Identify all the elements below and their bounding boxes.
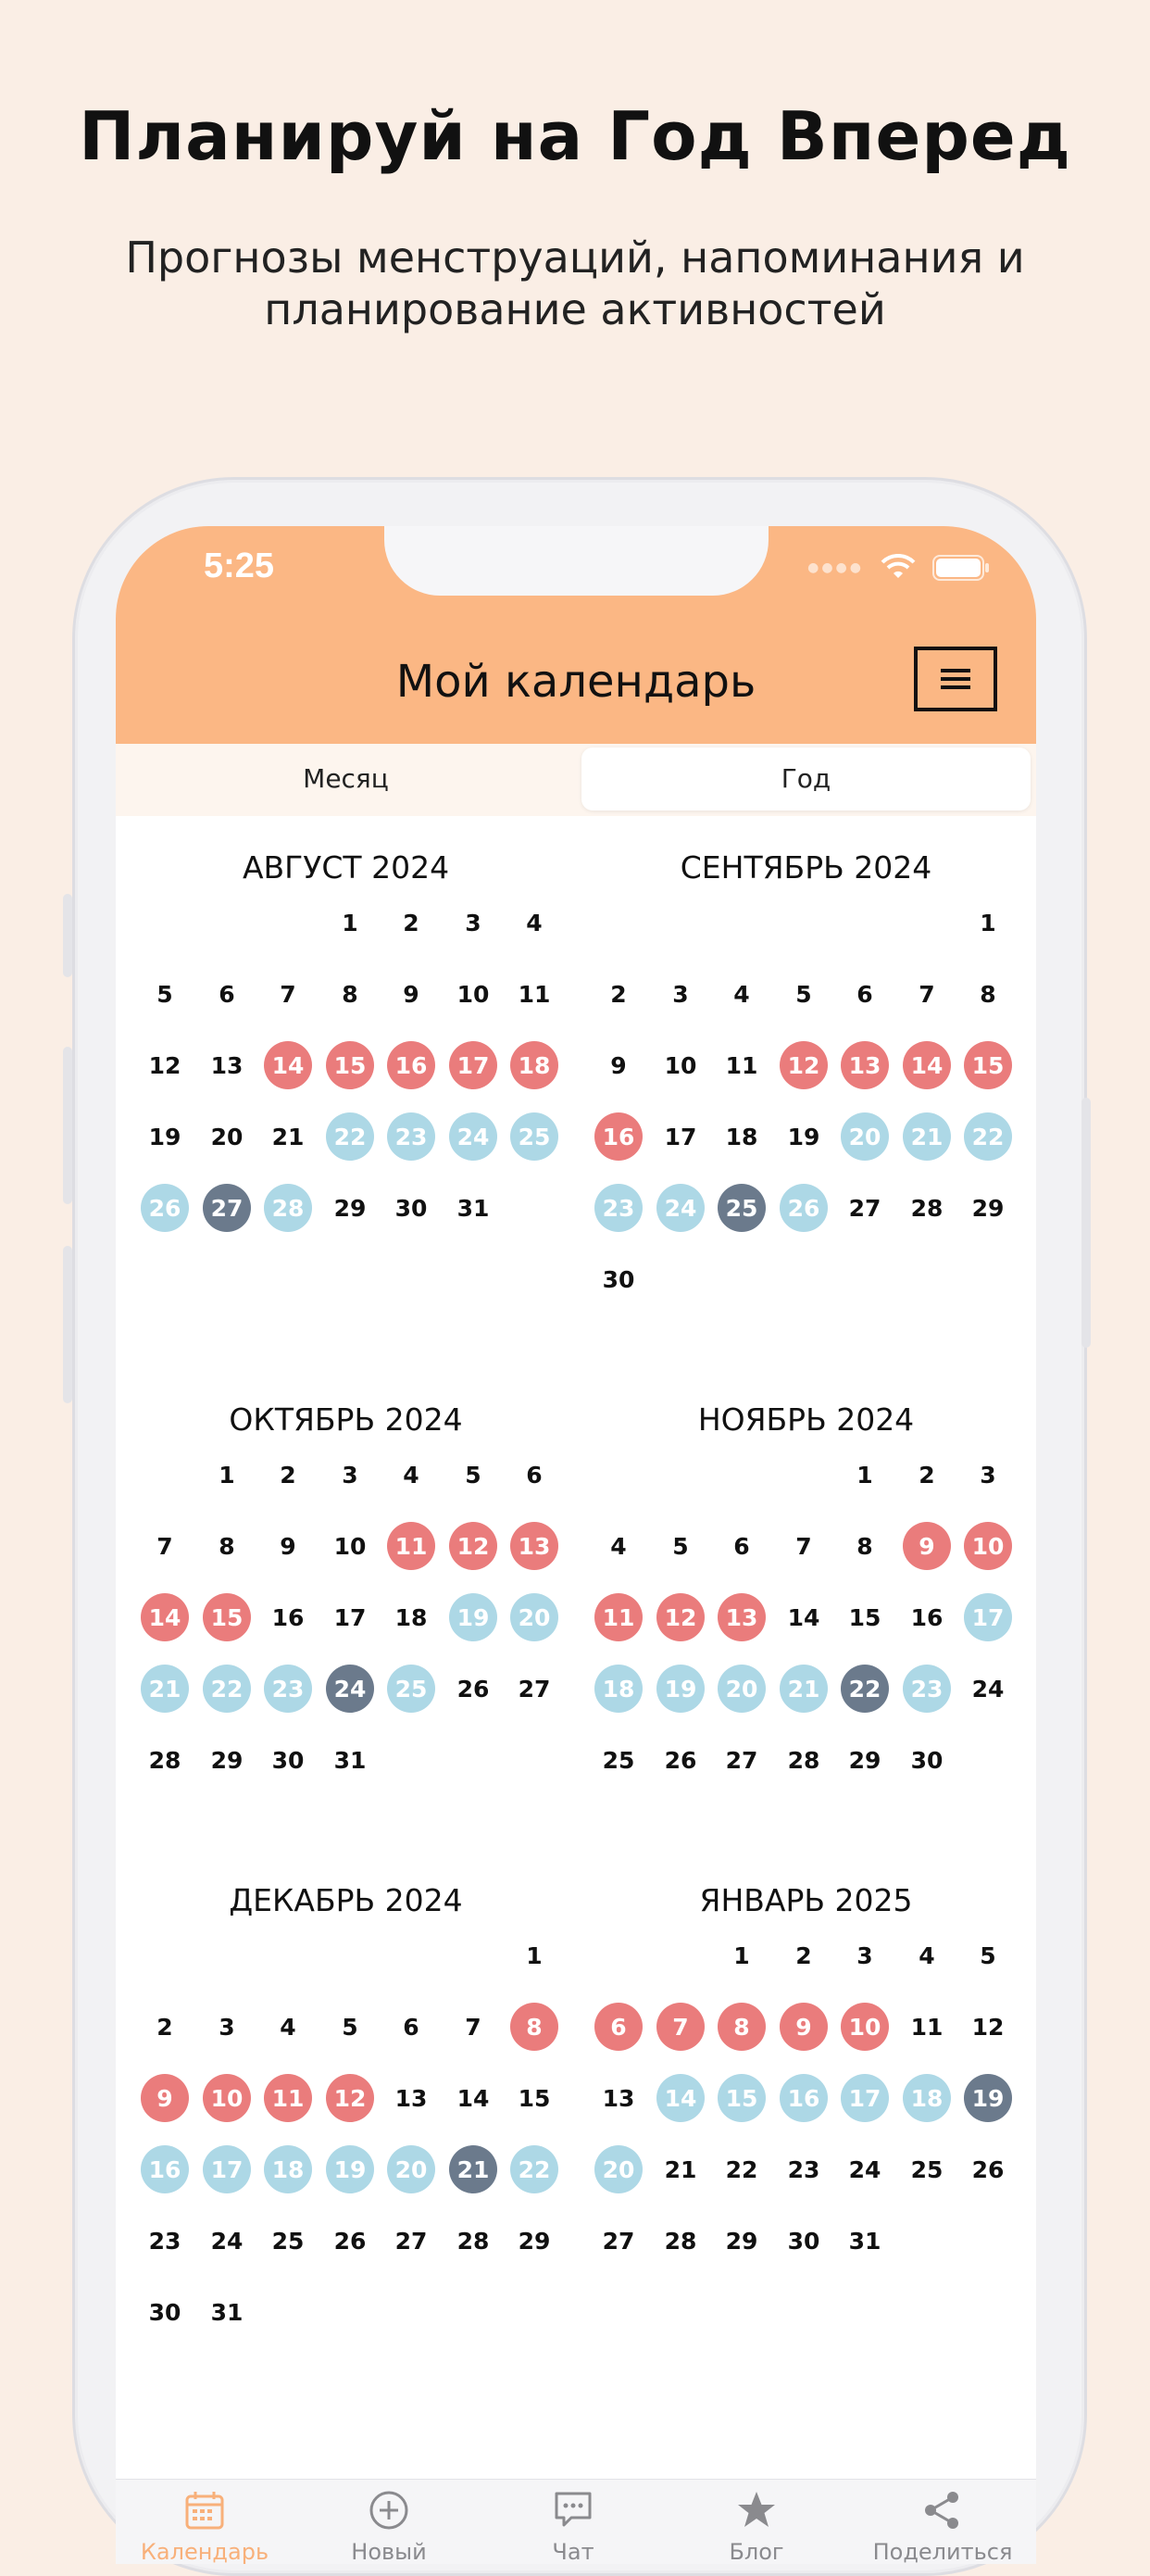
calendar-day[interactable]: 30 xyxy=(602,1265,635,1293)
tab-label: Поделиться xyxy=(872,2539,1013,2564)
tab-label: Блог xyxy=(729,2539,784,2564)
calendar-day[interactable]: 17 xyxy=(203,2145,251,2193)
calendar-day[interactable]: 9 xyxy=(610,1051,627,1079)
calendar-day[interactable]: 19 xyxy=(964,2074,1012,2122)
calendar-day[interactable]: 26 xyxy=(456,1675,490,1703)
calendar-day[interactable]: 25 xyxy=(271,2227,305,2255)
calendar-day[interactable]: 23 xyxy=(787,2155,820,2183)
calendar-day[interactable]: 25 xyxy=(910,2155,944,2183)
calendar-day[interactable]: 13 xyxy=(510,1522,558,1570)
calendar-day[interactable]: 24 xyxy=(210,2227,244,2255)
calendar-day[interactable]: 16 xyxy=(910,1603,944,1631)
calendar-day[interactable]: 24 xyxy=(656,1184,705,1232)
calendar-day[interactable]: 21 xyxy=(780,1665,828,1713)
calendar-day[interactable]: 15 xyxy=(518,2084,551,2112)
calendar-day[interactable]: 26 xyxy=(333,2227,367,2255)
calendar-day[interactable]: 21 xyxy=(141,1665,189,1713)
calendar-day[interactable]: 29 xyxy=(971,1194,1005,1222)
calendar-day[interactable]: 7 xyxy=(156,1532,173,1560)
calendar-day[interactable]: 13 xyxy=(394,2084,428,2112)
calendar-day[interactable]: 26 xyxy=(971,2155,1005,2183)
calendar-day[interactable]: 9 xyxy=(141,2074,189,2122)
calendar-day[interactable]: 18 xyxy=(264,2145,312,2193)
calendar-day[interactable]: 9 xyxy=(280,1532,296,1560)
calendar-day[interactable]: 21 xyxy=(271,1123,305,1150)
calendar-day[interactable]: 23 xyxy=(264,1665,312,1713)
calendar-day[interactable]: 19 xyxy=(326,2145,374,2193)
calendar-day[interactable]: 15 xyxy=(718,2074,766,2122)
calendar-day[interactable]: 8 xyxy=(856,1532,873,1560)
calendar-day[interactable]: 16 xyxy=(780,2074,828,2122)
calendar-day[interactable]: 24 xyxy=(971,1675,1005,1703)
calendar-day[interactable]: 22 xyxy=(841,1665,889,1713)
calendar-day[interactable]: 16 xyxy=(387,1041,435,1089)
app-screen xyxy=(116,526,1036,2564)
calendar-day[interactable]: 22 xyxy=(964,1112,1012,1161)
calendar-day[interactable]: 30 xyxy=(271,1746,305,1774)
menu-button[interactable] xyxy=(914,647,997,711)
calendar-day[interactable]: 7 xyxy=(795,1532,812,1560)
calendar-day[interactable]: 4 xyxy=(919,1941,935,1969)
month-title: СЕНТЯБРЬ 2024 xyxy=(680,849,932,886)
calendar-day[interactable]: 10 xyxy=(333,1532,367,1560)
calendar-day[interactable]: 3 xyxy=(219,2013,235,2041)
calendar-day[interactable]: 14 xyxy=(656,2074,705,2122)
calendar-day[interactable]: 17 xyxy=(333,1603,367,1631)
calendar-day[interactable]: 23 xyxy=(903,1665,951,1713)
calendar-day[interactable]: 27 xyxy=(203,1184,251,1232)
calendar-day[interactable]: 1 xyxy=(526,1941,543,1969)
calendar-day[interactable]: 25 xyxy=(602,1746,635,1774)
promo-headline: Планируй на Год Вперед xyxy=(79,97,1071,175)
promo-subline xyxy=(93,232,1057,335)
calendar-day[interactable]: 26 xyxy=(141,1184,189,1232)
calendar-day[interactable]: 7 xyxy=(280,980,296,1008)
calendar-day[interactable]: 11 xyxy=(264,2074,312,2122)
calendar-day[interactable]: 5 xyxy=(342,2013,358,2041)
calendar-day[interactable]: 27 xyxy=(518,1675,551,1703)
calendar-day[interactable]: 6 xyxy=(856,980,873,1008)
star-icon xyxy=(664,2489,849,2535)
calendar-day[interactable]: 28 xyxy=(148,1746,181,1774)
calendar-day[interactable]: 12 xyxy=(449,1522,497,1570)
calendar-day[interactable]: 20 xyxy=(387,2145,435,2193)
calendar-day[interactable]: 4 xyxy=(526,909,543,936)
plus-circle-icon xyxy=(296,2489,481,2535)
calendar-day[interactable]: 22 xyxy=(725,2155,758,2183)
calendar-day[interactable]: 20 xyxy=(594,2145,643,2193)
calendar-day[interactable]: 10 xyxy=(456,980,490,1008)
calendar-day[interactable]: 14 xyxy=(787,1603,820,1631)
calendar-icon xyxy=(116,2489,297,2535)
calendar-day[interactable]: 1 xyxy=(856,1461,873,1489)
calendar-day[interactable]: 30 xyxy=(910,1746,944,1774)
status-icons xyxy=(807,554,990,582)
calendar-day[interactable]: 4 xyxy=(280,2013,296,2041)
calendar-day[interactable]: 29 xyxy=(848,1746,881,1774)
tab-calendar[interactable] xyxy=(116,2489,297,2564)
calendar-day[interactable]: 19 xyxy=(449,1593,497,1641)
calendar-day[interactable]: 17 xyxy=(664,1123,697,1150)
calendar-day[interactable]: 10 xyxy=(964,1522,1012,1570)
calendar-day[interactable]: 19 xyxy=(787,1123,820,1150)
calendar-day[interactable]: 22 xyxy=(203,1665,251,1713)
calendar-day[interactable]: 9 xyxy=(403,980,419,1008)
calendar-day[interactable]: 14 xyxy=(456,2084,490,2112)
calendar-day[interactable]: 29 xyxy=(333,1194,367,1222)
calendar-day[interactable]: 18 xyxy=(725,1123,758,1150)
calendar-day[interactable]: 31 xyxy=(456,1194,490,1222)
calendar-day[interactable]: 28 xyxy=(910,1194,944,1222)
calendar-day[interactable]: 24 xyxy=(848,2155,881,2183)
calendar-day[interactable]: 30 xyxy=(787,2227,820,2255)
calendar-day[interactable]: 13 xyxy=(841,1041,889,1089)
calendar-day[interactable]: 8 xyxy=(980,980,996,1008)
calendar-day[interactable]: 15 xyxy=(326,1041,374,1089)
calendar-day[interactable]: 9 xyxy=(780,2003,828,2051)
calendar-day[interactable]: 16 xyxy=(594,1112,643,1161)
calendar-day[interactable]: 23 xyxy=(387,1112,435,1161)
calendar-day[interactable]: 8 xyxy=(718,2003,766,2051)
calendar-day[interactable]: 2 xyxy=(403,909,419,936)
phone-volume-up xyxy=(63,1047,72,1204)
calendar-day[interactable]: 18 xyxy=(594,1665,643,1713)
month-title: ДЕКАБРЬ 2024 xyxy=(229,1882,463,1918)
calendar-day[interactable]: 17 xyxy=(841,2074,889,2122)
view-segment-control xyxy=(116,744,1036,816)
tab-blog[interactable] xyxy=(664,2489,849,2564)
tab-label: Новый xyxy=(351,2539,427,2564)
phone-side-button xyxy=(63,894,72,977)
promo-subline-line-2: планирование активностей xyxy=(264,284,886,334)
calendar-day[interactable]: 5 xyxy=(795,980,812,1008)
calendar-day[interactable]: 7 xyxy=(656,2003,705,2051)
calendar-day[interactable]: 2 xyxy=(280,1461,296,1489)
calendar-day[interactable]: 13 xyxy=(718,1593,766,1641)
calendar-day[interactable]: 3 xyxy=(856,1941,873,1969)
calendar-day[interactable]: 12 xyxy=(780,1041,828,1089)
notch xyxy=(384,526,769,596)
calendar-day[interactable]: 18 xyxy=(510,1041,558,1089)
calendar-day[interactable]: 29 xyxy=(210,1746,244,1774)
calendar-day[interactable]: 22 xyxy=(326,1112,374,1161)
hamburger-icon xyxy=(939,666,972,692)
year-calendar xyxy=(116,816,1036,2479)
chat-icon xyxy=(481,2489,666,2535)
signal-icon: ●●●● xyxy=(807,560,864,575)
calendar-day[interactable]: 19 xyxy=(148,1123,181,1150)
calendar-day[interactable]: 20 xyxy=(510,1593,558,1641)
calendar-day[interactable]: 21 xyxy=(449,2145,497,2193)
calendar-day[interactable]: 11 xyxy=(518,980,551,1008)
calendar-day[interactable]: 4 xyxy=(403,1461,419,1489)
month-title: ЯНВАРЬ 2025 xyxy=(699,1882,913,1918)
month-title: НОЯБРЬ 2024 xyxy=(697,1401,915,1438)
tab-share[interactable] xyxy=(850,2489,1035,2564)
calendar-day[interactable]: 25 xyxy=(718,1184,766,1232)
calendar-day[interactable]: 20 xyxy=(718,1665,766,1713)
calendar-day[interactable]: 10 xyxy=(664,1051,697,1079)
calendar-day[interactable]: 27 xyxy=(725,1746,758,1774)
wifi-icon xyxy=(881,554,916,582)
calendar-day[interactable]: 30 xyxy=(148,2298,181,2326)
tab-label: Чат xyxy=(552,2539,594,2564)
calendar-day[interactable]: 7 xyxy=(919,980,935,1008)
calendar-day[interactable]: 25 xyxy=(510,1112,558,1161)
calendar-day[interactable]: 10 xyxy=(841,2003,889,2051)
calendar-day[interactable]: 28 xyxy=(456,2227,490,2255)
calendar-day[interactable]: 29 xyxy=(725,2227,758,2255)
calendar-day[interactable]: 1 xyxy=(342,909,358,936)
calendar-day[interactable]: 21 xyxy=(664,2155,697,2183)
calendar-day[interactable]: 8 xyxy=(342,980,358,1008)
calendar-day[interactable]: 17 xyxy=(964,1593,1012,1641)
calendar-day[interactable]: 5 xyxy=(672,1532,689,1560)
calendar-day[interactable]: 3 xyxy=(672,980,689,1008)
tab-label: Календарь xyxy=(140,2539,269,2564)
segment-year[interactable]: Год xyxy=(581,748,1031,810)
calendar-day[interactable]: 5 xyxy=(156,980,173,1008)
calendar-day[interactable]: 6 xyxy=(594,2003,643,2051)
calendar-day[interactable]: 17 xyxy=(449,1041,497,1089)
calendar-day[interactable]: 8 xyxy=(219,1532,235,1560)
calendar-day[interactable]: 20 xyxy=(841,1112,889,1161)
calendar-day[interactable]: 1 xyxy=(733,1941,750,1969)
calendar-day[interactable]: 1 xyxy=(219,1461,235,1489)
calendar-day[interactable]: 25 xyxy=(387,1665,435,1713)
calendar-day[interactable]: 27 xyxy=(394,2227,428,2255)
calendar-day[interactable]: 2 xyxy=(156,2013,173,2041)
page-title: Мой календарь xyxy=(395,656,756,708)
share-icon xyxy=(850,2489,1035,2535)
calendar-day[interactable]: 19 xyxy=(656,1665,705,1713)
calendar-day[interactable]: 22 xyxy=(510,2145,558,2193)
tab-bar xyxy=(116,2479,1036,2564)
calendar-day[interactable]: 26 xyxy=(664,1746,697,1774)
calendar-day[interactable]: 28 xyxy=(787,1746,820,1774)
calendar-day[interactable]: 13 xyxy=(210,1051,244,1079)
calendar-day[interactable]: 4 xyxy=(733,980,750,1008)
calendar-day[interactable]: 9 xyxy=(903,1522,951,1570)
calendar-day[interactable]: 11 xyxy=(387,1522,435,1570)
battery-icon xyxy=(932,554,990,582)
tab-chat[interactable] xyxy=(481,2489,666,2564)
status-time: 5:25 xyxy=(204,547,275,585)
calendar-day[interactable]: 14 xyxy=(141,1593,189,1641)
calendar-day[interactable]: 11 xyxy=(910,2013,944,2041)
calendar-day[interactable]: 11 xyxy=(594,1593,643,1641)
calendar-day[interactable]: 1 xyxy=(980,909,996,936)
calendar-day[interactable]: 23 xyxy=(594,1184,643,1232)
calendar-day[interactable]: 2 xyxy=(919,1461,935,1489)
calendar-day[interactable]: 12 xyxy=(656,1593,705,1641)
calendar-day[interactable]: 20 xyxy=(210,1123,244,1150)
calendar-day[interactable]: 28 xyxy=(264,1184,312,1232)
calendar-day[interactable]: 5 xyxy=(465,1461,481,1489)
calendar-day[interactable]: 27 xyxy=(602,2227,635,2255)
calendar-day[interactable]: 12 xyxy=(971,2013,1005,2041)
calendar-day[interactable]: 4 xyxy=(610,1532,627,1560)
app-header xyxy=(116,526,1036,744)
calendar-day[interactable]: 13 xyxy=(602,2084,635,2112)
calendar-day[interactable]: 30 xyxy=(394,1194,428,1222)
calendar-day[interactable]: 3 xyxy=(342,1461,358,1489)
calendar-day[interactable]: 16 xyxy=(141,2145,189,2193)
calendar-day[interactable]: 15 xyxy=(964,1041,1012,1089)
calendar-day[interactable]: 8 xyxy=(510,2003,558,2051)
calendar-day[interactable]: 14 xyxy=(264,1041,312,1089)
phone-volume-down xyxy=(63,1246,72,1403)
tab-new[interactable] xyxy=(296,2489,481,2564)
calendar-day[interactable]: 2 xyxy=(795,1941,812,1969)
calendar-day[interactable]: 27 xyxy=(848,1194,881,1222)
calendar-day[interactable]: 2 xyxy=(610,980,627,1008)
calendar-day[interactable]: 3 xyxy=(980,1461,996,1489)
month-title: ОКТЯБРЬ 2024 xyxy=(229,1401,463,1438)
calendar-day[interactable]: 12 xyxy=(148,1051,181,1079)
calendar-day[interactable]: 11 xyxy=(725,1051,758,1079)
calendar-day[interactable]: 24 xyxy=(449,1112,497,1161)
calendar-day[interactable]: 15 xyxy=(203,1593,251,1641)
calendar-day[interactable]: 14 xyxy=(903,1041,951,1089)
calendar-day[interactable]: 6 xyxy=(733,1532,750,1560)
calendar-day[interactable]: 5 xyxy=(980,1941,996,1969)
calendar-day[interactable]: 12 xyxy=(326,2074,374,2122)
calendar-day[interactable]: 6 xyxy=(526,1461,543,1489)
calendar-day[interactable]: 7 xyxy=(465,2013,481,2041)
phone-power-button xyxy=(1081,1098,1091,1348)
calendar-day[interactable]: 16 xyxy=(271,1603,305,1631)
calendar-day[interactable]: 24 xyxy=(326,1665,374,1713)
calendar-day[interactable]: 28 xyxy=(664,2227,697,2255)
calendar-day[interactable]: 31 xyxy=(210,2298,244,2326)
calendar-day[interactable]: 26 xyxy=(780,1184,828,1232)
calendar-day[interactable]: 6 xyxy=(403,2013,419,2041)
calendar-day[interactable]: 6 xyxy=(219,980,235,1008)
calendar-day[interactable]: 18 xyxy=(394,1603,428,1631)
calendar-day[interactable]: 3 xyxy=(465,909,481,936)
calendar-day[interactable]: 31 xyxy=(848,2227,881,2255)
calendar-day[interactable]: 15 xyxy=(848,1603,881,1631)
calendar-day[interactable]: 10 xyxy=(203,2074,251,2122)
calendar-day[interactable]: 18 xyxy=(903,2074,951,2122)
calendar-day[interactable]: 31 xyxy=(333,1746,367,1774)
calendar-day[interactable]: 23 xyxy=(148,2227,181,2255)
promo-subline-line-1: Прогнозы менструаций, напоминания и xyxy=(125,232,1025,283)
month-title: АВГУСТ 2024 xyxy=(242,849,450,886)
segment-month[interactable]: Месяц xyxy=(303,763,389,794)
calendar-day[interactable]: 29 xyxy=(518,2227,551,2255)
calendar-day[interactable]: 21 xyxy=(903,1112,951,1161)
